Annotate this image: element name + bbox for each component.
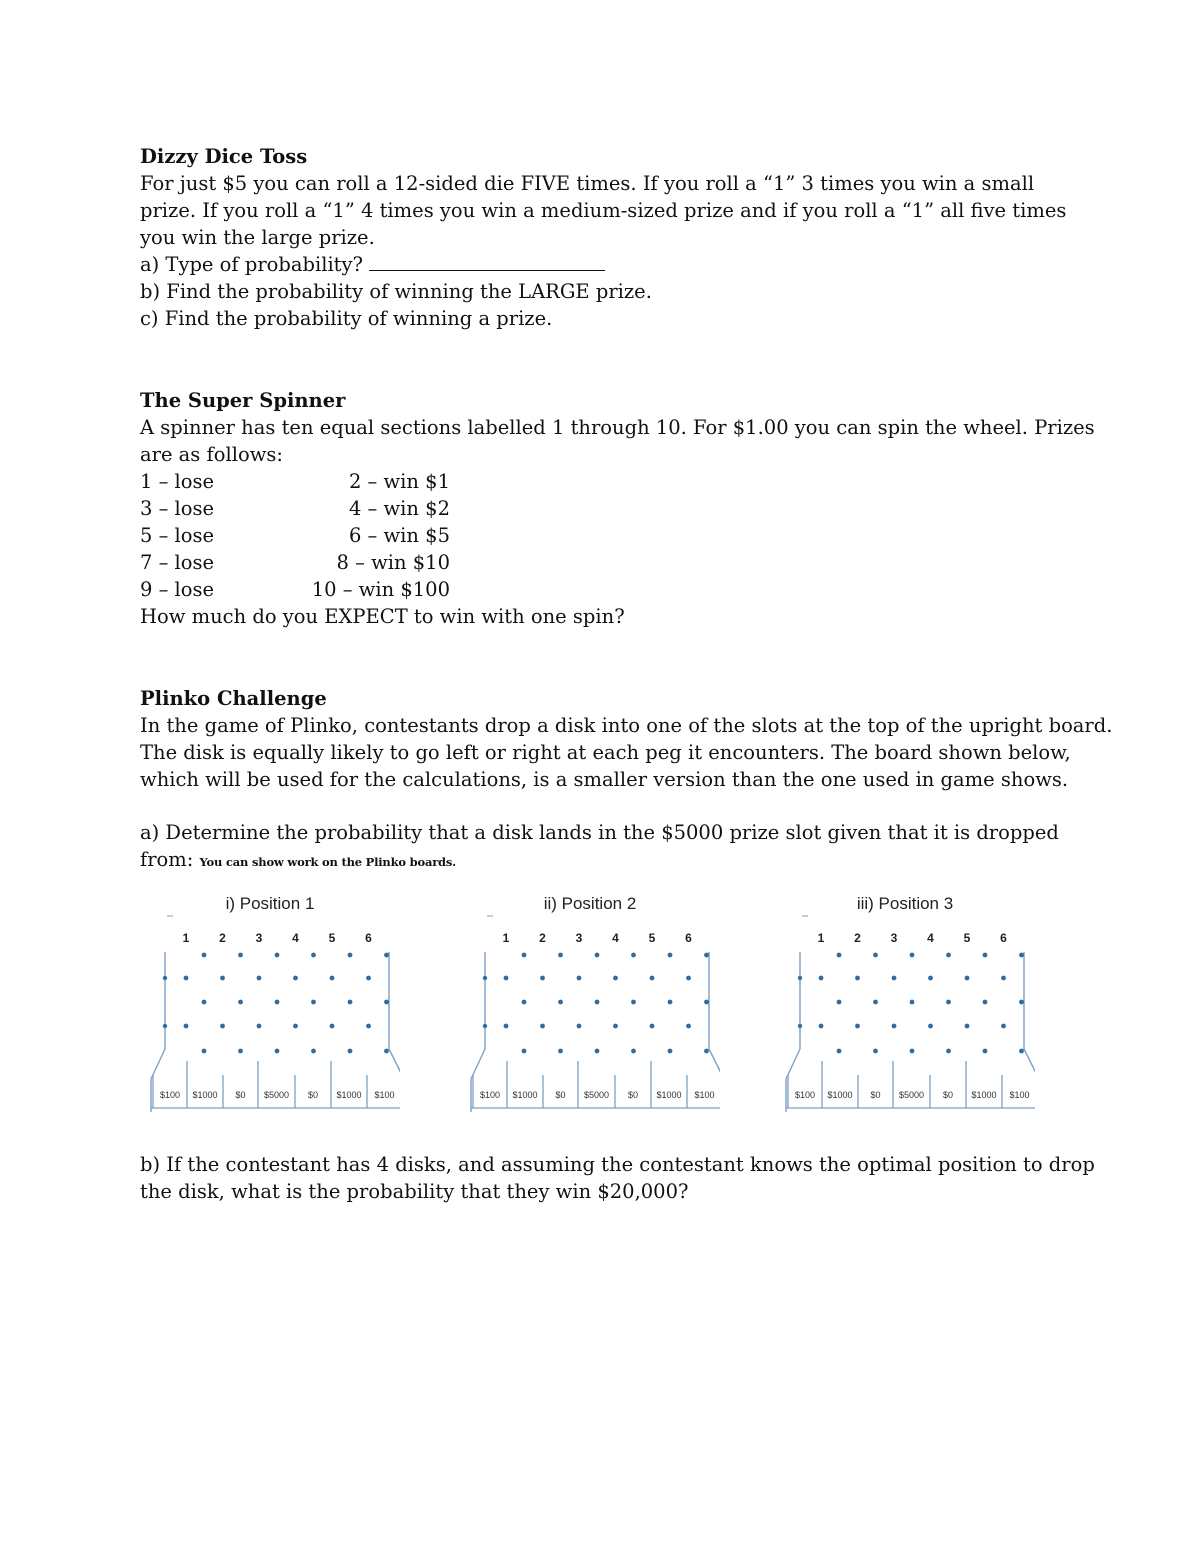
peg [1019, 1000, 1024, 1005]
peg [595, 1000, 600, 1005]
peg [558, 953, 563, 958]
board-title: ii) Position 2 [543, 894, 637, 913]
plinko-question-b: the disk, what is the probability that they win $20,000? [140, 1180, 689, 1203]
peg [184, 1024, 189, 1029]
peg [293, 976, 298, 981]
prize-slot-label: $0 [870, 1090, 881, 1100]
peg [704, 1049, 709, 1054]
peg [522, 953, 527, 958]
peg [540, 1024, 545, 1029]
answer-blank [369, 252, 605, 271]
dice-title: Dizzy Dice Toss [140, 145, 308, 168]
peg [384, 953, 389, 958]
slot-number: 6 [1000, 931, 1007, 945]
spinner-prize-row [140, 522, 1080, 549]
peg [910, 1049, 915, 1054]
slot-number: 3 [890, 931, 898, 945]
prize-slot-label: $5000 [898, 1090, 925, 1100]
spinner-prize-right: 2 – win $1 [348, 470, 450, 493]
peg [366, 1024, 371, 1029]
spinner-prize-left: 1 – lose [140, 470, 215, 493]
peg [330, 976, 335, 981]
peg [220, 976, 225, 981]
peg [910, 1000, 915, 1005]
peg [238, 953, 243, 958]
dice-line: For just $5 you can roll a 12-sided die FIVE times. If you roll a “1” 3 times you win a small [140, 172, 1035, 195]
peg [704, 953, 709, 958]
peg [522, 1049, 527, 1054]
dice-question-c: c) Find the probability of winning a prize. [140, 307, 553, 330]
plinko-board-1 [140, 894, 400, 1114]
spinner-prize-row [140, 495, 1080, 522]
peg [275, 953, 280, 958]
peg [798, 1024, 802, 1028]
spinner-question: How much do you EXPECT to win with one spin? [140, 605, 625, 628]
peg [163, 976, 167, 980]
peg [577, 976, 582, 981]
peg [238, 1000, 243, 1005]
peg [202, 953, 207, 958]
peg [202, 1049, 207, 1054]
dice-question-a-text: a) Type of probability? [140, 253, 363, 276]
plinko-board-diagram [140, 894, 400, 1114]
slot-number: 5 [963, 931, 971, 945]
peg [650, 976, 655, 981]
spinner-prize-left: 5 – lose [140, 524, 215, 547]
peg [613, 976, 618, 981]
plinko-board-diagram [775, 894, 1035, 1114]
slot-number: 2 [539, 931, 546, 945]
worksheet [140, 143, 1113, 1203]
slot-number: 3 [575, 931, 583, 945]
plinko-board-2 [460, 894, 720, 1114]
prize-slot-label: $1000 [512, 1090, 538, 1100]
plinko-question-a: a) Determine the probability that a disk lands in the $5000 prize slot given that it is dropped [140, 821, 1059, 844]
peg [873, 1049, 878, 1054]
peg [257, 976, 262, 981]
peg [366, 976, 371, 981]
peg [837, 1049, 842, 1054]
peg [668, 953, 673, 958]
spinner-prize-right: 8 – win $10 [336, 551, 450, 574]
slot-number: 3 [255, 931, 263, 945]
spinner-prize-right: 10 – win $100 [311, 578, 450, 601]
peg [946, 1000, 951, 1005]
peg [668, 1000, 673, 1005]
plinko-note: You can show work on the Plinko boards. [199, 855, 456, 869]
peg [946, 1049, 951, 1054]
peg [348, 1000, 353, 1005]
dice-line: you win the large prize. [140, 226, 375, 249]
peg [983, 953, 988, 958]
peg [293, 1024, 298, 1029]
peg [384, 1049, 389, 1054]
plinko-title: Plinko Challenge [140, 687, 327, 710]
board-frame-right [389, 952, 400, 1112]
peg [558, 1000, 563, 1005]
peg [257, 1024, 262, 1029]
prize-slot-label: $100 [159, 1090, 181, 1100]
peg [613, 1024, 618, 1029]
dice-question-b: b) Find the probability of winning the LARGE prize. [140, 280, 652, 303]
prize-slot-label: $5000 [263, 1090, 290, 1100]
spinner-prize-left: 9 – lose [140, 578, 215, 601]
peg [220, 1024, 225, 1029]
peg [504, 1024, 509, 1029]
peg [928, 976, 933, 981]
peg [595, 953, 600, 958]
prize-slot-label: $0 [555, 1090, 566, 1100]
peg [1001, 976, 1006, 981]
peg [238, 1049, 243, 1054]
prize-slot-label: $0 [627, 1090, 639, 1100]
peg [348, 1049, 353, 1054]
peg [686, 1024, 691, 1029]
slot-number: 6 [685, 931, 692, 945]
peg [275, 1000, 280, 1005]
slot-number: 2 [219, 931, 226, 945]
peg [1001, 1024, 1006, 1029]
prize-slot-label: $0 [307, 1090, 319, 1100]
peg [483, 976, 487, 980]
prize-slot-label: $0 [235, 1090, 246, 1100]
plinko-question-b: b) If the contestant has 4 disks, and assuming the contestant knows the optimal position to drop [140, 1153, 1095, 1176]
peg [558, 1049, 563, 1054]
peg [837, 953, 842, 958]
peg [928, 1024, 933, 1029]
slot-number: 5 [648, 931, 656, 945]
peg [522, 1000, 527, 1005]
spinner-prize-right: 4 – win $2 [348, 497, 450, 520]
spinner-prize-row [140, 468, 1080, 495]
peg [965, 976, 970, 981]
peg [311, 1000, 316, 1005]
peg [983, 1000, 988, 1005]
prize-slot-label: $1000 [336, 1090, 362, 1100]
prize-slot-label: $100 [694, 1090, 715, 1100]
plinko-line: which will be used for the calculations, is a smaller version than the one used in game shows. [140, 768, 1069, 791]
peg [798, 976, 802, 980]
slot-number: 4 [612, 931, 619, 945]
prize-slot-label: $100 [374, 1090, 395, 1100]
slot-number: 4 [292, 931, 299, 945]
spinner-line: A spinner has ten equal sections labelled 1 through 10. For $1.00 you can spin the wheel. Prizes [140, 416, 1095, 439]
peg [1019, 953, 1024, 958]
peg [540, 976, 545, 981]
peg [704, 1000, 709, 1005]
prize-slot-label: $100 [479, 1090, 501, 1100]
peg [202, 1000, 207, 1005]
plinko-line: The disk is equally likely to go left or right at each peg it encounters. The board shown below, [140, 741, 1071, 764]
board-title: iii) Position 3 [856, 894, 954, 913]
peg [184, 976, 189, 981]
prize-slot-label: $1000 [971, 1090, 997, 1100]
peg [873, 1000, 878, 1005]
spinner-prize-left: 3 – lose [140, 497, 215, 520]
prize-slot-label: $1000 [827, 1090, 853, 1100]
peg [311, 1049, 316, 1054]
peg [631, 953, 636, 958]
peg [577, 1024, 582, 1029]
spinner-prize-row [140, 549, 1080, 576]
board-frame-right [709, 952, 720, 1112]
slot-number: 1 [502, 931, 510, 945]
peg [910, 953, 915, 958]
plinko-from-text: from: [140, 848, 194, 871]
slot-number: 6 [365, 931, 372, 945]
peg [837, 1000, 842, 1005]
peg [855, 1024, 860, 1029]
board-title: i) Position 1 [225, 894, 315, 913]
peg [483, 1024, 487, 1028]
board-frame-right [1024, 952, 1035, 1112]
prize-slot-label: $1000 [192, 1090, 218, 1100]
peg [275, 1049, 280, 1054]
spinner-line: are as follows: [140, 443, 283, 466]
plinko-boards [140, 894, 1080, 1114]
spinner-prize-left: 7 – lose [140, 551, 215, 574]
peg [1019, 1049, 1024, 1054]
peg [650, 1024, 655, 1029]
peg [686, 976, 691, 981]
peg [892, 976, 897, 981]
peg [163, 1024, 167, 1028]
prize-slot-label: $100 [1009, 1090, 1030, 1100]
prize-slot-label: $5000 [583, 1090, 610, 1100]
peg [668, 1049, 673, 1054]
peg [631, 1000, 636, 1005]
peg [946, 953, 951, 958]
peg [330, 1024, 335, 1029]
slot-number: 5 [328, 931, 336, 945]
dice-question-a [140, 251, 1080, 278]
peg [965, 1024, 970, 1029]
peg [983, 1049, 988, 1054]
prize-slot-label: $1000 [656, 1090, 682, 1100]
peg [595, 1049, 600, 1054]
prize-slot-label: $0 [942, 1090, 954, 1100]
peg [631, 1049, 636, 1054]
peg [855, 976, 860, 981]
peg [873, 953, 878, 958]
peg [504, 976, 509, 981]
slot-number: 1 [817, 931, 825, 945]
plinko-line: In the game of Plinko, contestants drop a disk into one of the slots at the top of the upright board. [140, 714, 1113, 737]
peg [311, 953, 316, 958]
peg [384, 1000, 389, 1005]
slot-number: 4 [927, 931, 934, 945]
peg [348, 953, 353, 958]
plinko-board-3 [775, 894, 1035, 1114]
slot-number: 1 [182, 931, 190, 945]
peg [819, 1024, 824, 1029]
plinko-question-a-from [140, 846, 1080, 876]
peg [892, 1024, 897, 1029]
plinko-board-diagram [460, 894, 720, 1114]
spinner-prize-right: 6 – win $5 [348, 524, 450, 547]
spinner-title: The Super Spinner [140, 389, 346, 412]
peg [819, 976, 824, 981]
slot-number: 2 [854, 931, 861, 945]
dice-line: prize. If you roll a “1” 4 times you win a medium-sized prize and if you roll a “1” all five times [140, 199, 1067, 222]
spinner-prize-row [140, 576, 1080, 603]
prize-slot-label: $100 [794, 1090, 816, 1100]
